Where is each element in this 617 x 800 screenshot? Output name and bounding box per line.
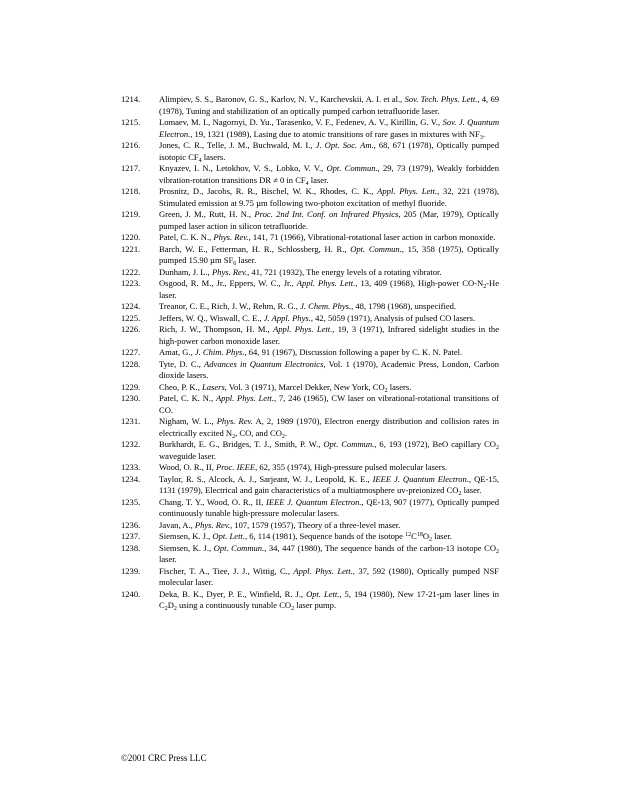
reference-entry	[121, 324, 499, 347]
subscript: 3	[479, 134, 483, 141]
reference-entry	[121, 393, 499, 416]
journal-title: IEEE J. Quantum Electron.	[372, 473, 469, 484]
reference-text: Barch, W. E., Fetterman, H. R., Schlossberg, H. R., Opt. Commun., 15, 358 (1975), Optically pumped 15.90 µm $SF_6$ laser.	[159, 243, 499, 267]
journal-title: IEEE J. Quantum Electron.	[266, 496, 362, 507]
reference-number: 1224.	[121, 301, 141, 311]
journal-title: Phys. Rev.	[194, 519, 231, 530]
reference-text: Wood, O. R., II, Proc. IEEE, 62, 355 (1974), High-pressure pulsed molecular lasers.	[159, 462, 448, 472]
reference-text: Tyte, D. C., Advances in Quantum Electronics, Vol. 1 (1970), Academic Press, London, Carbon dioxide lasers.	[159, 358, 499, 380]
reference-number: 1236.	[121, 519, 141, 530]
reference-text: Nigham, W. L., Phys. Rev. A, 2, 1989 (1970), Electron energy distribution and collision rates in electrically excited $N_2$, CO, and $CO_2$.	[159, 416, 500, 440]
reference-text: Lomaev, M. I., Nagornyi, D. Yu., Tarasenko, V. F., Fedenev, A. V., Kirillin, G. V., Sov. J. Quantum Electron., 19, 1321 (1989), Lasing due to atomic transitions of rare gases in mixtures with $NF_3$.	[159, 117, 499, 141]
reference-entry	[121, 117, 499, 140]
journal-title: Advances in Quantum Electronics	[204, 358, 324, 369]
reference-entry	[121, 163, 499, 186]
reference-entry	[121, 244, 499, 267]
reference-entry	[121, 359, 499, 382]
subscript: 2	[429, 537, 432, 543]
journal-title: Opt. Lett.	[212, 531, 245, 541]
reference-number: 1231.	[121, 416, 141, 426]
reference-number: 1225.	[121, 312, 141, 323]
subscript: 2	[291, 606, 295, 612]
subscript: 2	[496, 548, 499, 555]
reference-text: Green, J. M., Rutt, H. N., Proc. 2nd Int. Conf. on Infrared Physics, 205 (Mar, 1979), Optically pumped laser action in silicon tetrafluoride.	[159, 209, 499, 231]
journal-title: J. Chem. Phys.	[300, 301, 352, 311]
reference-text: Cheo, P. K., Lasers, Vol. 3 (1971), Marcel Dekker, New York, $CO_2$ lasers.	[159, 381, 412, 394]
reference-entry	[121, 439, 499, 462]
journal-title: Opt. Commun.	[213, 542, 265, 553]
reference-text: Javan, A., Phys. Rev., 107, 1579 (1957), Theory of a three-level maser.	[159, 519, 401, 530]
reference-text: Burkhardt, E. G., Bridges, T. J., Smith, P. W., Opt. Commun., 6, 193 (1972), BeO capillary $CO_2$ waveguide laser.	[159, 439, 499, 461]
reference-number: 1233.	[121, 462, 141, 472]
subscript: 2	[164, 606, 168, 612]
reference-text: Amat, G., J. Chim. Phys., 64, 91 (1967), Discussion following a paper by C. K. N. Patel.	[159, 347, 463, 357]
subscript: 2	[495, 445, 499, 451]
journal-title: Appl. Phys. Lett.	[296, 278, 356, 288]
reference-entry	[121, 589, 499, 612]
reference-number: 1240.	[121, 588, 141, 599]
reference-text: Dunham, J. L., Phys. Rev., 41, 721 (1932), The energy levels of a rotating vibrator.	[159, 266, 442, 277]
reference-entry	[121, 382, 499, 394]
reference-entry	[121, 186, 499, 209]
journal-title: J. Opt. Soc. Am.	[315, 140, 374, 150]
journal-title: Appl. Phys. Lett.	[293, 565, 353, 576]
reference-entry	[121, 94, 499, 117]
reference-entry	[121, 301, 499, 313]
journal-title: Phys. Rev.	[213, 232, 249, 242]
reference-text: Rich, J. W., Thompson, H. M., Appl. Phys. Lett., 19, 3 (1971), Infrared sidelight studies in the high-power carbon monoxide laser.	[159, 324, 499, 346]
reference-text: Treanor, C. E., Rich, J. W., Rehm, R. G., J. Chem. Phys., 48, 1798 (1968), unspecified.	[159, 301, 457, 311]
reference-text: Siemsen, K. J., Opt. Lett., 6, 114 (1981), Sequence bands of the isotope $^{12}C^{18}O_2$ laser.	[159, 531, 452, 543]
reference-text: Deka, B. K., Dyer, P. E., Winfield, R. J., Opt. Lett., 5, 194 (1980), New 17-21-µm laser lines in $C_2D_2$ using a continuously tunable $CO_2$ laser pump.	[159, 588, 499, 612]
journal-title: J. Appl. Phys.	[263, 312, 311, 323]
reference-text: Siemsen, K. J., Opt. Commun., 34, 447 (1980), The sequence bands of the carbon-13 isotope $CO_2$ laser.	[159, 542, 499, 564]
journal-title: Phys. Rev.	[216, 416, 253, 426]
journal-title: Sov. Tech. Phys. Lett.	[404, 94, 478, 104]
reference-entry	[121, 416, 499, 439]
reference-number: 1226.	[121, 324, 141, 334]
reference-number: 1218.	[121, 186, 141, 196]
reference-entry	[121, 566, 499, 589]
reference-number: 1216.	[121, 140, 141, 150]
reference-number: 1230.	[121, 393, 141, 403]
subscript: 2	[173, 606, 177, 612]
journal-title: Proc. IEEE	[216, 462, 256, 472]
reference-entry	[121, 347, 499, 359]
reference-text: Alimpiev, S. S., Baronov, G. S., Karlov, N. V., Karchevskii, A. I. et al., Sov. Tech. Phys. Lett., 4, 69 (1978), Tuning and stabilization of an optically pumped carbon tetrafluoride laser.	[159, 94, 499, 116]
reference-text: Jeffers, W. Q., Wiswall, C. E., J. Appl. Phys., 42, 5059 (1971), Analysis of pulsed CO lasers.	[159, 312, 476, 323]
reference-number: 1229.	[121, 381, 141, 392]
superscript: 12	[405, 532, 412, 538]
reference-text: Osgood, R. M., Jr., Eppers, W. C., Jr., Appl. Phys. Lett., 13, 409 (1968), High-power $CO-N_2-He$ laser.	[159, 278, 499, 300]
journal-title: Opt. Lett.	[306, 588, 340, 599]
reference-number: 1227.	[121, 347, 141, 357]
reference-entry	[121, 543, 499, 566]
reference-text: Fischer, T. A., Tiee, J. J., Wittig, C., Appl. Phys. Lett., 37, 592 (1980), Optically pumped NSF molecular laser.	[159, 565, 499, 587]
reference-number: 1222.	[121, 266, 141, 277]
reference-entry	[121, 520, 499, 532]
reference-number: 1239.	[121, 565, 141, 576]
subscript: 2	[458, 491, 462, 497]
reference-number: 1238.	[121, 542, 141, 553]
reference-entry	[121, 140, 499, 163]
journal-title: Opt. Commun.	[350, 243, 402, 254]
journal-title: Appl. Phys. Lett.	[215, 393, 274, 403]
superscript: 18	[416, 532, 423, 538]
journal-title: Appl. Phys. Lett.	[377, 186, 438, 196]
journal-title: Lasers	[201, 381, 225, 392]
reference-text: Jones, C. R., Telle, J. M., Buchwald, M. I., J. Opt. Soc. Am., 68, 671 (1978), Optically pumped isotopic $CF_4$ lasers.	[159, 140, 499, 164]
journal-title: Sov. J. Quantum Electron.	[159, 117, 499, 139]
reference-number: 1235.	[121, 496, 141, 507]
reference-entry	[121, 313, 499, 325]
reference-entry	[121, 232, 499, 244]
reference-number: 1214.	[121, 94, 141, 104]
reference-number: 1228.	[121, 358, 141, 369]
reference-number: 1217.	[121, 163, 141, 173]
subscript: 2	[384, 387, 388, 394]
reference-number: 1221.	[121, 243, 141, 254]
journal-title: Opt. Commun.	[326, 163, 378, 173]
copyright-footer: ©2001 CRC Press LLC	[121, 753, 207, 763]
subscript: 6	[233, 261, 237, 267]
journal-title: Phys. Rev.	[211, 266, 248, 277]
reference-entry	[121, 278, 499, 301]
subscript: 4	[198, 157, 202, 164]
journal-title: Proc. 2nd Int. Conf. on Infrared Physics	[254, 209, 399, 219]
reference-entry	[121, 474, 499, 497]
journal-title: J. Chim. Phys.	[194, 347, 245, 357]
reference-number: 1232.	[121, 439, 141, 449]
reference-entry	[121, 209, 499, 232]
subscript: 2	[232, 433, 236, 440]
reference-entry	[121, 497, 499, 520]
reference-text: Prosnitz, D., Jacobs, R. R., Bischel, W. K., Rhodes, C. K., Appl. Phys. Lett., 32, 221 (1978), Stimulated emission at 9.75 µm following two-photon excitation of methyl fluoride.	[159, 186, 499, 208]
reference-text: Taylor, R. S., Alcock, A. J., Sarjeant, W. J., Leopold, K. E., IEEE J. Quantum Electron., QE-15, 1131 (1979), Electrical and gain characteristics of a multiatmosphere uv-preionized $CO_2$ laser.	[159, 473, 499, 497]
reference-number: 1234.	[121, 473, 141, 484]
journal-title: Appl. Phys. Lett.	[273, 324, 333, 334]
reference-text: Chang, T. Y., Wood, O. R., II, IEEE J. Quantum Electron., QE-13, 907 (1977), Optically pumped continuously tunable high-pressure molecular lasers.	[159, 496, 499, 518]
subscript: 2	[281, 433, 285, 440]
reference-list	[121, 94, 499, 612]
reference-text: Patel, C. K. N., Phys. Rev., 141, 71 (1966), Vibrational-rotational laser action in carbon monoxide.	[159, 232, 496, 242]
reference-number: 1215.	[121, 117, 141, 127]
reference-entry	[121, 531, 499, 543]
reference-number: 1223.	[121, 278, 141, 288]
reference-entry	[121, 267, 499, 279]
reference-number: 1219.	[121, 209, 141, 219]
subscript: 4	[305, 180, 309, 187]
subscript: 2	[483, 284, 487, 290]
reference-text: Knyazev, I. N., Letokhov, V. S., Lobko, V. V., Opt. Commun., 29, 73 (1979), Weakly forbidden vibration-rotation transitions DR ≠ 0 in $CF_4$ laser.	[159, 163, 499, 187]
reference-text: Patel, C. K. N., Appl. Phys. Lett., 7, 246 (1965), CW laser on vibrational-rotational transitions of CO.	[159, 393, 499, 415]
reference-number: 1220.	[121, 232, 141, 242]
journal-title: Opt. Commun.	[323, 439, 375, 449]
reference-number: 1237.	[121, 531, 141, 541]
reference-entry	[121, 462, 499, 474]
